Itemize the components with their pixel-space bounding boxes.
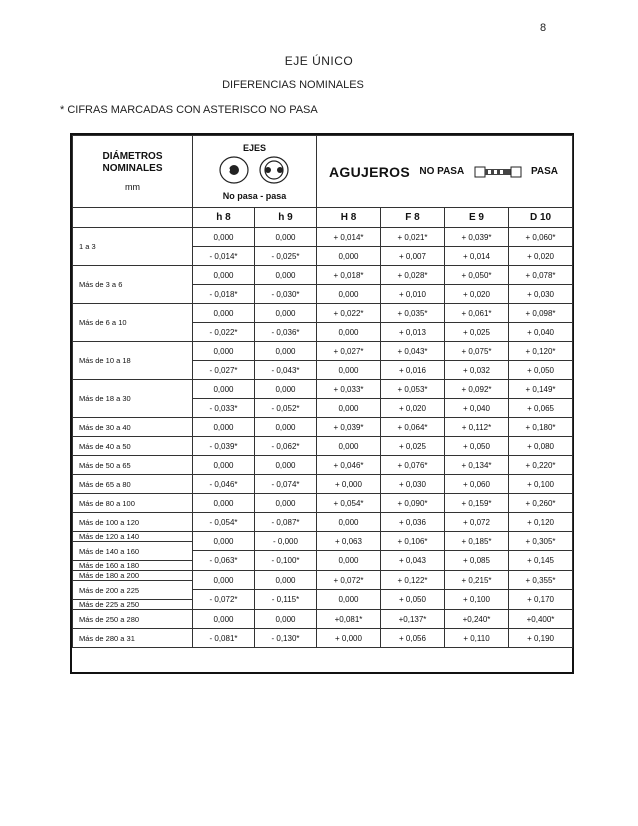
lower-deviation-cell: 0,000 <box>317 513 381 532</box>
upper-deviation-cell: + 0,134* <box>445 456 509 475</box>
lower-deviation-cell: - 0,074* <box>255 475 317 494</box>
lower-deviation-cell: + 0,030 <box>381 475 445 494</box>
lower-deviation-cell: - 0,014* <box>193 247 255 266</box>
diameter-range-label: Más de 160 a 180 <box>73 561 193 571</box>
lower-deviation-cell: + 0,036 <box>381 513 445 532</box>
asterisk-note: * CIFRAS MARCADAS CON ASTERISCO NO PASA <box>60 104 318 116</box>
upper-deviation-cell: + 0,355* <box>509 571 573 590</box>
lower-deviation-cell: - 0,036* <box>255 323 317 342</box>
upper-deviation-cell: 0,000 <box>193 494 255 513</box>
lower-deviation-cell: - 0,033* <box>193 399 255 418</box>
upper-deviation-cell: +0,137* <box>381 610 445 629</box>
upper-deviation-cell: + 0,061* <box>445 304 509 323</box>
upper-deviation-cell: + 0,072* <box>317 571 381 590</box>
upper-deviation-cell: +0,081* <box>317 610 381 629</box>
lower-deviation-cell: + 0,000 <box>317 475 381 494</box>
agujeros-label: AGUJEROS <box>329 163 410 180</box>
upper-deviation-cell: + 0,054* <box>317 494 381 513</box>
lower-deviation-cell: - 0,087* <box>255 513 317 532</box>
page-number: 8 <box>540 22 547 34</box>
table-row <box>73 266 573 285</box>
table-row <box>73 304 573 323</box>
lower-deviation-cell: - 0,072* <box>193 590 255 610</box>
upper-deviation-cell: + 0,159* <box>445 494 509 513</box>
column-header-h9: h 9 <box>255 208 317 228</box>
lower-deviation-cell: + 0,020 <box>445 285 509 304</box>
upper-deviation-cell: 0,000 <box>193 571 255 590</box>
upper-deviation-cell: 0,000 <box>255 494 317 513</box>
upper-deviation-cell: +0,400* <box>509 610 573 629</box>
lower-deviation-cell: + 0,007 <box>381 247 445 266</box>
upper-deviation-cell: + 0,112* <box>445 418 509 437</box>
upper-deviation-cell: - 0,000 <box>255 532 317 551</box>
lower-deviation-cell: 0,000 <box>317 437 381 456</box>
column-header-f8: F 8 <box>381 208 445 228</box>
table-row <box>73 610 573 629</box>
table-header-row <box>73 136 573 208</box>
diameter-range-label: Más de 180 a 200 <box>73 571 193 581</box>
lower-deviation-cell: + 0,050 <box>445 437 509 456</box>
lower-deviation-cell: 0,000 <box>317 399 381 418</box>
upper-deviation-cell: + 0,185* <box>445 532 509 551</box>
upper-deviation-cell: 0,000 <box>255 266 317 285</box>
diameter-range-label: Más de 120 a 140 <box>73 532 193 542</box>
diameter-header-line2: NOMINALES <box>102 162 163 174</box>
lower-deviation-cell: - 0,027* <box>193 361 255 380</box>
lower-deviation-cell: + 0,050 <box>381 590 445 610</box>
diameter-range-label: Más de 30 a 40 <box>73 418 193 437</box>
upper-deviation-cell: 0,000 <box>193 418 255 437</box>
lower-deviation-cell: - 0,052* <box>255 399 317 418</box>
table-row <box>73 437 573 456</box>
upper-deviation-cell: + 0,063 <box>317 532 381 551</box>
upper-deviation-cell: + 0,050* <box>445 266 509 285</box>
lower-deviation-cell: + 0,032 <box>445 361 509 380</box>
upper-deviation-cell: 0,000 <box>255 418 317 437</box>
upper-deviation-cell: + 0,014* <box>317 228 381 247</box>
upper-deviation-cell: 0,000 <box>193 456 255 475</box>
upper-deviation-cell: + 0,028* <box>381 266 445 285</box>
diameter-range-label: Más de 40 a 50 <box>73 437 193 456</box>
diameter-range-label: Más de 18 a 30 <box>73 380 193 418</box>
column-header-h8: H 8 <box>317 208 381 228</box>
lower-deviation-cell: + 0,013 <box>381 323 445 342</box>
ejes-label: EJES <box>242 142 266 153</box>
upper-deviation-cell: + 0,220* <box>509 456 573 475</box>
upper-deviation-cell: + 0,039* <box>317 418 381 437</box>
lower-deviation-cell: + 0,120 <box>509 513 573 532</box>
upper-deviation-cell: 0,000 <box>193 532 255 551</box>
no-pasa-label: NO PASA <box>419 166 465 177</box>
upper-deviation-cell: + 0,078* <box>509 266 573 285</box>
lower-deviation-cell: - 0,100* <box>255 551 317 571</box>
upper-deviation-cell: + 0,260* <box>509 494 573 513</box>
upper-deviation-cell: + 0,215* <box>445 571 509 590</box>
upper-deviation-cell: + 0,027* <box>317 342 381 361</box>
ejes-header <box>193 136 317 208</box>
lower-deviation-cell: + 0,110 <box>445 629 509 648</box>
upper-deviation-cell: 0,000 <box>255 228 317 247</box>
ejes-sub-label: No pasa - pasa <box>222 190 287 201</box>
lower-deviation-cell: - 0,025* <box>255 247 317 266</box>
upper-deviation-cell: 0,000 <box>255 304 317 323</box>
agujeros-header <box>317 136 573 208</box>
upper-deviation-cell: + 0,053* <box>381 380 445 399</box>
lower-deviation-cell: + 0,065 <box>509 399 573 418</box>
diameter-range-label: Más de 225 a 250 <box>73 600 193 610</box>
lower-deviation-cell: + 0,020 <box>509 247 573 266</box>
lower-deviation-cell: 0,000 <box>317 247 381 266</box>
pasa-label: PASA <box>530 166 559 177</box>
lower-deviation-cell: 0,000 <box>317 285 381 304</box>
lower-deviation-cell: - 0,046* <box>193 475 255 494</box>
page-title: EJE ÚNICO <box>284 54 354 68</box>
lower-deviation-cell: + 0,170 <box>509 590 573 610</box>
diameter-header <box>73 136 193 208</box>
upper-deviation-cell: + 0,180* <box>509 418 573 437</box>
upper-deviation-cell: + 0,120* <box>509 342 573 361</box>
upper-deviation-cell: + 0,075* <box>445 342 509 361</box>
diameter-range-label: Más de 140 a 160 <box>73 542 193 561</box>
lower-deviation-cell: + 0,190 <box>509 629 573 648</box>
lower-deviation-cell: - 0,039* <box>193 437 255 456</box>
lower-deviation-cell: + 0,145 <box>509 551 573 571</box>
diameter-range-label: Más de 250 a 280 <box>73 610 193 629</box>
upper-deviation-cell: + 0,046* <box>317 456 381 475</box>
column-header-d10: D 10 <box>509 208 573 228</box>
upper-deviation-cell: + 0,076* <box>381 456 445 475</box>
lower-deviation-cell: + 0,043 <box>381 551 445 571</box>
upper-deviation-cell: 0,000 <box>193 266 255 285</box>
lower-deviation-cell: + 0,080 <box>509 437 573 456</box>
lower-deviation-cell: - 0,062* <box>255 437 317 456</box>
diameter-range-label: Más de 280 a 31 <box>73 629 193 648</box>
diameter-range-label: Más de 80 a 100 <box>73 494 193 513</box>
lower-deviation-cell: + 0,025 <box>381 437 445 456</box>
table-row <box>73 494 573 513</box>
upper-deviation-cell: 0,000 <box>193 228 255 247</box>
table-row <box>73 571 573 581</box>
upper-deviation-cell: + 0,043* <box>381 342 445 361</box>
upper-deviation-cell: 0,000 <box>193 610 255 629</box>
lower-deviation-cell: - 0,043* <box>255 361 317 380</box>
upper-deviation-cell: + 0,098* <box>509 304 573 323</box>
upper-deviation-cell: + 0,039* <box>445 228 509 247</box>
upper-deviation-cell: + 0,149* <box>509 380 573 399</box>
diameter-range-label: Más de 3 a 6 <box>73 266 193 304</box>
lower-deviation-cell: - 0,063* <box>193 551 255 571</box>
lower-deviation-cell: + 0,100 <box>445 590 509 610</box>
lower-deviation-cell: + 0,056 <box>381 629 445 648</box>
tolerance-grid <box>72 135 573 648</box>
table-row <box>73 532 573 542</box>
upper-deviation-cell: + 0,018* <box>317 266 381 285</box>
lower-deviation-cell: + 0,025 <box>445 323 509 342</box>
table-row <box>73 475 573 494</box>
column-header-blank <box>73 208 193 228</box>
lower-deviation-cell: + 0,060 <box>445 475 509 494</box>
diameter-range-label: Más de 100 a 120 <box>73 513 193 532</box>
upper-deviation-cell: + 0,092* <box>445 380 509 399</box>
upper-deviation-cell: + 0,122* <box>381 571 445 590</box>
tolerance-table <box>70 133 574 674</box>
hole-gauge-icon <box>474 164 522 180</box>
upper-deviation-cell: + 0,021* <box>381 228 445 247</box>
upper-deviation-cell: 0,000 <box>255 380 317 399</box>
upper-deviation-cell: +0,240* <box>445 610 509 629</box>
upper-deviation-cell: 0,000 <box>255 456 317 475</box>
upper-deviation-cell: + 0,033* <box>317 380 381 399</box>
upper-deviation-cell: 0,000 <box>193 304 255 323</box>
upper-deviation-cell: 0,000 <box>193 380 255 399</box>
lower-deviation-cell: 0,000 <box>317 323 381 342</box>
lower-deviation-cell: + 0,000 <box>317 629 381 648</box>
upper-deviation-cell: + 0,022* <box>317 304 381 323</box>
lower-deviation-cell: + 0,050 <box>509 361 573 380</box>
upper-deviation-cell: + 0,305* <box>509 532 573 551</box>
lower-deviation-cell: + 0,100 <box>509 475 573 494</box>
lower-deviation-cell: - 0,018* <box>193 285 255 304</box>
column-header-row <box>73 208 573 228</box>
lower-deviation-cell: - 0,054* <box>193 513 255 532</box>
lower-deviation-cell: + 0,030 <box>509 285 573 304</box>
lower-deviation-cell: + 0,014 <box>445 247 509 266</box>
lower-deviation-cell: + 0,040 <box>509 323 573 342</box>
page-subtitle: DIFERENCIAS NOMINALES <box>222 79 364 91</box>
upper-deviation-cell: + 0,035* <box>381 304 445 323</box>
table-row <box>73 342 573 361</box>
lower-deviation-cell: 0,000 <box>317 551 381 571</box>
column-header-e9: E 9 <box>445 208 509 228</box>
diameter-range-label: Más de 200 a 225 <box>73 581 193 600</box>
diameter-range-label: Más de 6 a 10 <box>73 304 193 342</box>
lower-deviation-cell: - 0,030* <box>255 285 317 304</box>
upper-deviation-cell: 0,000 <box>255 571 317 590</box>
table-row <box>73 418 573 437</box>
table-row <box>73 513 573 532</box>
diameter-range-label: Más de 65 a 80 <box>73 475 193 494</box>
lower-deviation-cell: - 0,130* <box>255 629 317 648</box>
lower-deviation-cell: 0,000 <box>317 361 381 380</box>
upper-deviation-cell: + 0,106* <box>381 532 445 551</box>
column-header-h8: h 8 <box>193 208 255 228</box>
lower-deviation-cell: 0,000 <box>317 590 381 610</box>
diameter-range-label: Más de 10 a 18 <box>73 342 193 380</box>
diameter-range-label: 1 a 3 <box>73 228 193 266</box>
shaft-fit-icon <box>210 153 300 187</box>
upper-deviation-cell: 0,000 <box>255 342 317 361</box>
upper-deviation-cell: + 0,060* <box>509 228 573 247</box>
diameter-range-label: Más de 50 a 65 <box>73 456 193 475</box>
table-row <box>73 380 573 399</box>
lower-deviation-cell: - 0,022* <box>193 323 255 342</box>
lower-deviation-cell: + 0,040 <box>445 399 509 418</box>
lower-deviation-cell: + 0,020 <box>381 399 445 418</box>
diameter-header-unit: mm <box>125 181 140 192</box>
lower-deviation-cell: + 0,016 <box>381 361 445 380</box>
lower-deviation-cell: + 0,010 <box>381 285 445 304</box>
lower-deviation-cell: - 0,081* <box>193 629 255 648</box>
lower-deviation-cell: + 0,072 <box>445 513 509 532</box>
upper-deviation-cell: + 0,064* <box>381 418 445 437</box>
upper-deviation-cell: 0,000 <box>255 610 317 629</box>
table-row <box>73 629 573 648</box>
table-row <box>73 228 573 247</box>
upper-deviation-cell: + 0,090* <box>381 494 445 513</box>
lower-deviation-cell: + 0,085 <box>445 551 509 571</box>
table-row <box>73 456 573 475</box>
upper-deviation-cell: 0,000 <box>193 342 255 361</box>
diameter-header-line1: DIÁMETROS <box>102 150 163 162</box>
lower-deviation-cell: - 0,115* <box>255 590 317 610</box>
